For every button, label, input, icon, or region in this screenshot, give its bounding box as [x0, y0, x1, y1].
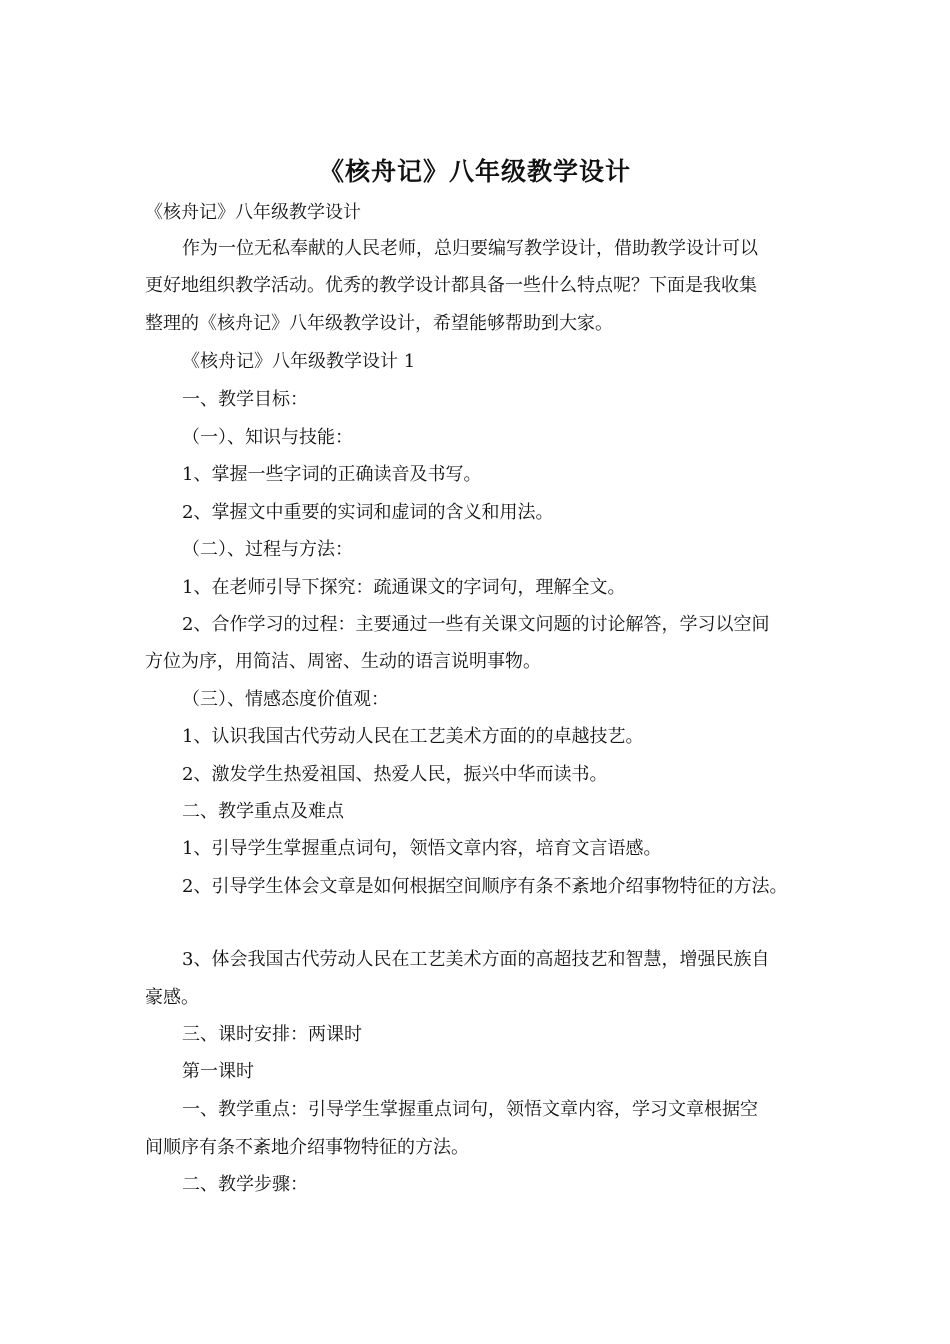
list-item: 2、掌握文中重要的实词和虚词的含义和用法。	[182, 502, 554, 523]
list-item: 1、引导学生掌握重点词句，领悟文章内容，培育文言语感。	[182, 838, 662, 859]
subtitle-line: 《核舟记》八年级教学设计	[145, 202, 361, 223]
section-heading: 《核舟记》八年级教学设计 1	[182, 351, 416, 372]
paragraph-line: 整理的《核舟记》八年级教学设计，希望能够帮助到大家。	[145, 313, 613, 334]
paragraph-line: 作为一位无私奉献的人民老师，总归要编写教学设计，借助教学设计可以	[182, 238, 758, 259]
list-item: 3、体会我国古代劳动人民在工艺美术方面的高超技艺和智慧，增强民族自	[182, 949, 770, 970]
list-item: 2、合作学习的过程：主要通过一些有关课文问题的讨论解答，学习以空间	[182, 614, 770, 635]
subsection-heading: （三）、情感态度价值观：	[182, 689, 389, 710]
list-item-continued: 方位为序，用简洁、周密、生动的语言说明事物。	[145, 651, 541, 672]
paragraph-line: 间顺序有条不紊地介绍事物特征的方法。	[145, 1137, 469, 1158]
section-heading: 一、教学目标：	[182, 389, 308, 410]
subsection-heading: （一）、知识与技能：	[182, 427, 353, 448]
list-item: 1、认识我国古代劳动人民在工艺美术方面的的卓越技艺。	[182, 726, 644, 747]
lesson-heading: 第一课时	[182, 1061, 254, 1082]
list-item: 2、引导学生体会文章是如何根据空间顺序有条不紊地介绍事物特征的方法。	[182, 876, 788, 897]
document-title: 《核舟记》八年级教学设计	[318, 157, 631, 186]
paragraph-line: 一、教学重点：引导学生掌握重点词句，领悟文章内容，学习文章根据空	[182, 1099, 758, 1120]
list-item-continued: 豪感。	[145, 987, 199, 1008]
subsection-heading: （二）、过程与方法：	[182, 539, 353, 560]
section-heading: 二、教学重点及难点	[182, 801, 344, 822]
list-item: 2、激发学生热爱祖国、热爱人民，振兴中华而读书。	[182, 764, 608, 785]
section-heading: 三、课时安排：两课时	[182, 1024, 362, 1045]
paragraph-line: 更好地组织教学活动。优秀的教学设计都具备一些什么特点呢？下面是我收集	[145, 275, 757, 296]
list-item: 1、在老师引导下探究：疏通课文的字词句，理解全文。	[182, 577, 626, 598]
list-item: 1、掌握一些字词的正确读音及书写。	[182, 464, 482, 485]
section-heading: 二、教学步骤：	[182, 1174, 308, 1195]
